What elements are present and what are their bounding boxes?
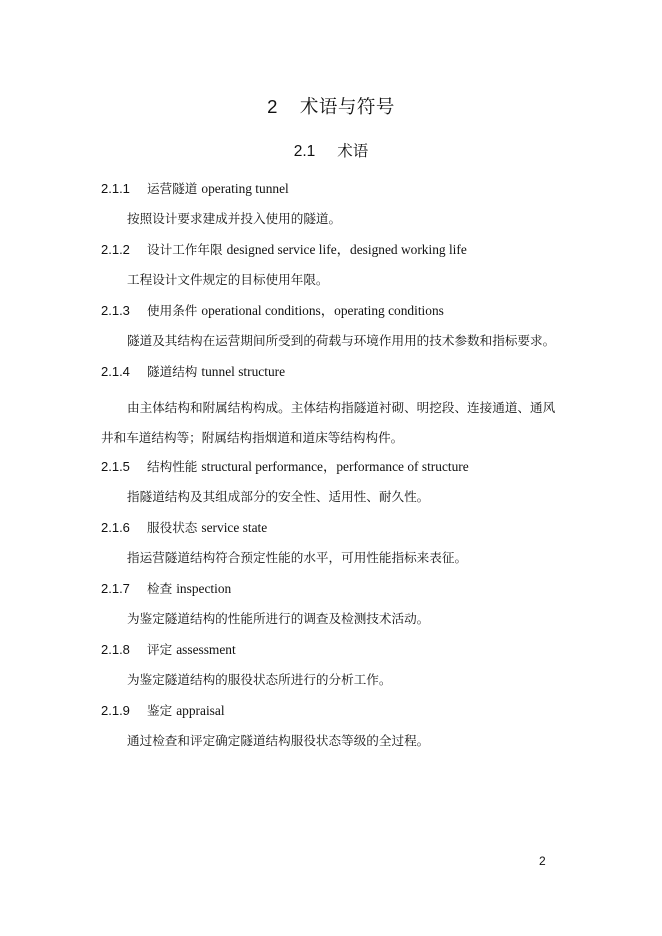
term-zh: 隧道结构: [147, 364, 198, 379]
term-zh: 设计工作年限: [147, 242, 223, 257]
term-definition: 指运营隧道结构符合预定性能的水平，可用性能指标来表征。: [127, 550, 468, 565]
term-heading: [101, 580, 581, 598]
term-zh: 结构性能: [147, 459, 198, 474]
term-definition: 由主体结构和附属结构构成。主体结构指隧道衬砌、明挖段、连接通道、通风井和车道结构等；附属结构指烟道和道床等结构构件。: [101, 400, 556, 445]
term-heading: [101, 363, 581, 381]
term-definition: 为鉴定隧道结构的服役状态所进行的分析工作。: [127, 672, 392, 687]
term-en: operational conditions，operating conditions: [201, 303, 444, 318]
page-number: 2: [539, 854, 546, 868]
term-heading: [101, 241, 581, 259]
term-number: 2.1.5: [101, 459, 130, 474]
term-en: inspection: [176, 581, 232, 596]
term-number: 2.1.8: [101, 642, 130, 657]
term-definition: 按照设计要求建成并投入使用的隧道。: [127, 211, 342, 226]
term-zh: 鉴定: [147, 703, 173, 718]
term-zh: 检查: [147, 581, 173, 596]
term-en: assessment: [176, 642, 236, 657]
term-heading: [101, 519, 581, 537]
term-en: tunnel structure: [201, 364, 286, 379]
chapter-title-text: 术语与符号: [299, 97, 395, 118]
term-number: 2.1.4: [101, 364, 130, 379]
term-number: 2.1.6: [101, 520, 130, 535]
term-en: service state: [201, 520, 268, 535]
chapter-title: [0, 94, 662, 121]
term-heading: [101, 180, 581, 198]
term-definition: 工程设计文件规定的目标使用年限。: [127, 272, 329, 287]
term-en: appraisal: [176, 703, 225, 718]
term-heading: [101, 458, 581, 476]
term-heading: [101, 702, 581, 720]
term-number: 2.1.1: [101, 181, 130, 196]
term-definition: 通过检查和评定确定隧道结构服役状态等级的全过程。: [127, 733, 430, 748]
term-en: structural performance，performance of structure: [201, 459, 469, 474]
section-title-text: 术语: [337, 142, 369, 160]
term-en: designed service life，designed working life: [226, 242, 467, 257]
section-number: 2.1: [293, 143, 316, 160]
section-title: [0, 140, 662, 163]
term-zh: 使用条件: [147, 303, 198, 318]
term-definition: 指隧道结构及其组成部分的安全性、适用性、耐久性。: [127, 489, 430, 504]
term-zh: 服役状态: [147, 520, 198, 535]
term-number: 2.1.2: [101, 242, 130, 257]
term-number: 2.1.7: [101, 581, 130, 596]
term-number: 2.1.3: [101, 303, 130, 318]
term-en: operating tunnel: [201, 181, 289, 196]
term-heading: [101, 302, 581, 320]
term-definition: 隧道及其结构在运营期间所受到的荷载与环境作用用的技术参数和指标要求。: [127, 333, 556, 348]
term-number: 2.1.9: [101, 703, 130, 718]
term-zh: 评定: [147, 642, 173, 657]
term-zh: 运营隧道: [147, 181, 198, 196]
chapter-number: 2: [267, 96, 278, 117]
term-definition: 为鉴定隧道结构的性能所进行的调查及检测技术活动。: [127, 611, 430, 626]
term-heading: [101, 641, 581, 659]
